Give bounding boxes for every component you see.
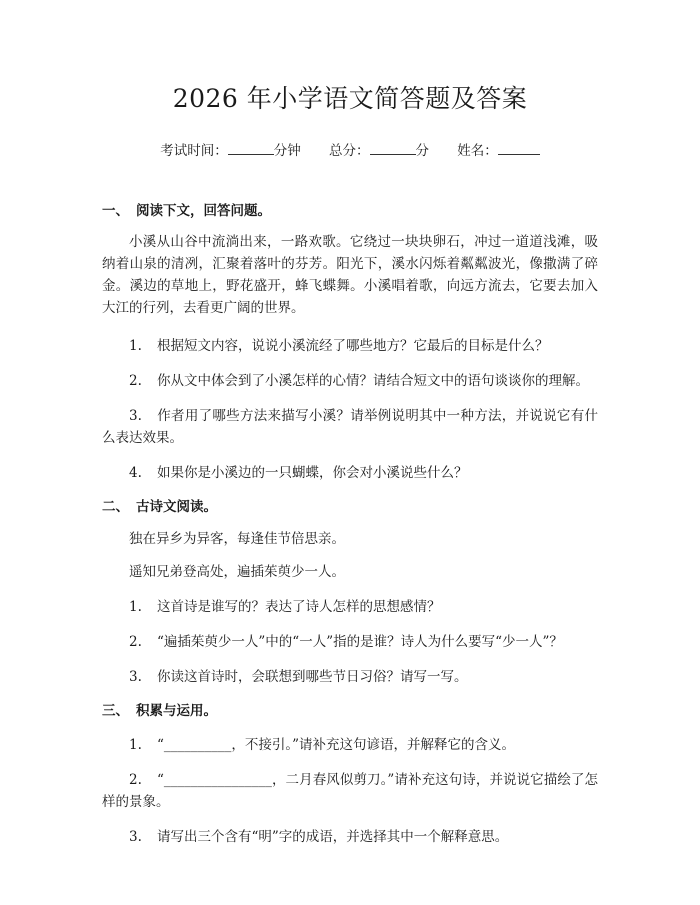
question-text: “遍插茱萸少一人”中的“一人”指的是谁？诗人为什么要写“少一人”？ [157,634,563,650]
question-text: ，不接引。”请补充这句谚语，并解释它的含义。 [231,737,516,753]
question-text: 你从文中体会到了小溪怎样的心情？请结合短文中的语句谈谈你的理解。 [157,373,589,389]
question [102,405,598,449]
question-number: 2. [129,373,142,389]
score-field [329,140,429,161]
question-text: 如果你是小溪边的一只蝴蝶，你会对小溪说些什么？ [157,465,468,481]
question-number: 1. [129,737,142,753]
reading-passage: 小溪从山谷中流淌出来，一路欢歌。它绕过一块块卵石，冲过一道道浅滩，吸纳着山泉的清冽，汇聚着落叶的芬芳。阳光下，溪水闪烁着粼粼波光，像撒满了碎金。溪边的草地上，野花盛开，蜂飞蝶舞。小溪唱着歌，向远方流去，它要去加入大江的行列，去看更广阔的世界。 [102,234,598,316]
name-blank[interactable] [498,140,540,155]
section-number: 二、 [102,499,129,515]
question-number: 3. [129,669,142,685]
question-text: 请写出三个含有“明”字的成语，并选择其中一个解释意思。 [157,829,509,845]
question-number: 1. [129,599,142,615]
question-number: 3. [129,829,142,845]
question-number: 3. [129,408,142,424]
question-number: 2. [129,634,142,650]
section-accumulation [102,701,598,848]
question-number: 1. [129,338,142,354]
time-field [160,140,301,161]
question-text: 根据短文内容，说说小溪流经了哪些地方？它最后的目标是什么？ [157,338,549,354]
section-number: 一、 [102,203,129,219]
section-heading [102,201,598,221]
section-title: 阅读下文，回答问题。 [136,203,271,219]
section-title: 古诗文阅读。 [136,499,217,515]
fill-blank[interactable]: ________________ [163,772,272,788]
score-blank[interactable] [370,140,416,155]
question-number: 2. [129,772,142,788]
section-heading [102,701,598,721]
section-poetry [102,497,598,688]
section-heading [102,497,598,517]
question [102,370,598,392]
section-number: 三、 [102,703,129,719]
question [102,826,598,848]
section-title: 积累与运用。 [136,703,217,719]
question [102,631,598,653]
question [102,734,598,756]
exam-meta [102,140,598,161]
quote-open: “ [157,737,164,753]
question [102,769,598,813]
page-title: 2026 年小学语文简答题及答案 [172,84,528,113]
time-blank[interactable] [228,140,274,155]
poem-line: 独在异乡为异客，每逢佳节倍思亲。 [129,531,345,547]
name-label: 姓名： [457,143,498,159]
quote-open: “ [157,772,164,788]
poem-line: 遥知兄弟登高处，遍插茱萸少一人。 [129,564,345,580]
question [102,666,598,688]
question-text: 这首诗是谁写的？表达了诗人怎样的思想感情？ [157,599,441,615]
question [102,462,598,484]
question-text: ，二月春风似剪刀。”请补充这句诗，并说说它描绘了怎样的景象。 [102,772,598,810]
question-text: 你读这首诗时，会联想到哪些节日习俗？请写一写。 [157,669,468,685]
section-reading [102,201,598,484]
fill-blank[interactable]: __________ [163,737,232,753]
time-label: 考试时间： [160,143,228,159]
question [102,596,598,618]
question [102,335,598,357]
question-number: 4. [129,465,142,481]
score-label: 总分： [329,143,370,159]
question-text: 作者用了哪些方法来描写小溪？请举例说明其中一种方法，并说说它有什么表达效果。 [102,408,598,446]
time-unit: 分钟 [273,143,301,159]
score-unit: 分 [415,143,429,159]
name-field [457,140,540,161]
